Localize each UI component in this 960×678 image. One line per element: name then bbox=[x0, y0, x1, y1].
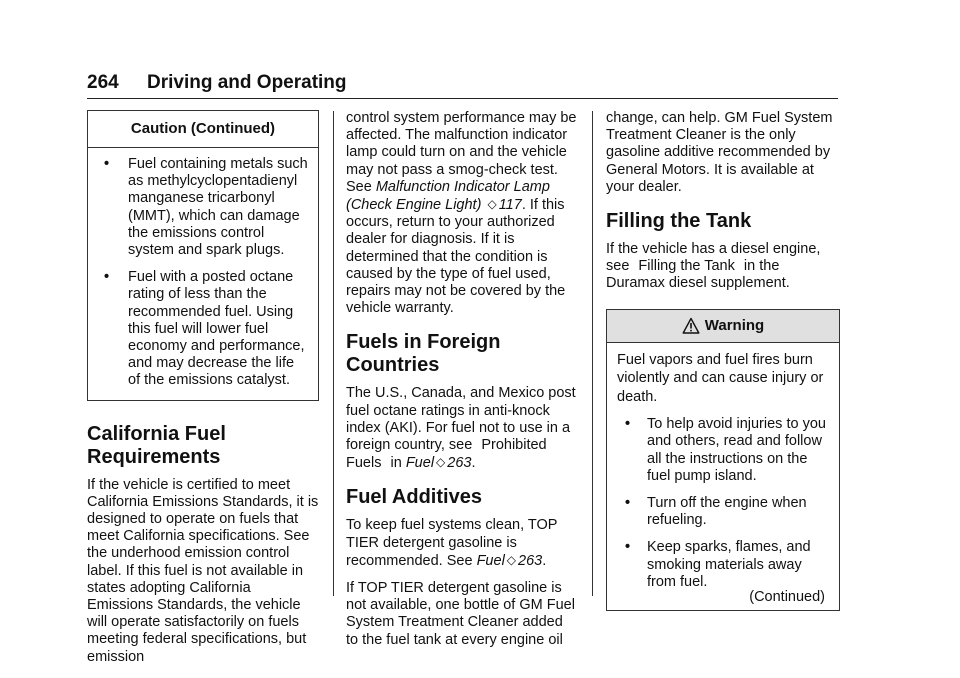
chapter-title: Driving and Operating bbox=[147, 72, 347, 93]
continued-label: (Continued) bbox=[749, 588, 825, 605]
caution-bullet-list bbox=[88, 156, 318, 390]
bullet-dot-icon: • bbox=[625, 416, 631, 433]
warning-heading: Warning bbox=[704, 317, 765, 335]
xref-diamond-icon: ◇ bbox=[436, 455, 446, 470]
fuel-page-ref[interactable]: 263 bbox=[518, 552, 543, 569]
page-number: 264 bbox=[87, 72, 119, 93]
column-3 bbox=[606, 110, 840, 611]
emission-tail: . If this occurs, return to your authorized dealer for diagnosis. If it is determined that the condition is caused by the type of fuel used, repairs may not be covered by the vehicle warranty. bbox=[346, 197, 566, 317]
fuel-additives-paragraph: To keep fuel systems clean, TOP TIER detergent gasoline is recommended. See Fuel ◇ 263. bbox=[346, 517, 558, 569]
filling-post-text: in the Duramax diesel supplement. bbox=[606, 258, 790, 292]
page-header bbox=[87, 72, 838, 99]
california-fuel-text: If the vehicle is certified to meet California Emissions Standards, it is designed to operate on fuels that meet California specifications. See the underhood emission control label. If this fuel is not available in states adopting California Emissions Standards, the vehicle will operate satisfactorily on fuels meeting federal specifications, but emission bbox=[87, 476, 319, 665]
bullet-dot-icon: • bbox=[625, 539, 631, 556]
bullet-dot-icon: • bbox=[104, 269, 110, 286]
emission-text: control system performance may be affected. The malfunction indicator lamp could turn on and the vehicle may not pass a smog-check test. See bbox=[346, 110, 577, 195]
caution-bullet-text: Fuel with a posted octane rating of less than the recommended fuel. Using this fuel will lower fuel economy and performance, and may decrease the life of the emissions catalyst. bbox=[128, 269, 305, 389]
column-1 bbox=[87, 110, 319, 676]
fuel-link[interactable]: Fuel bbox=[405, 455, 435, 472]
warning-bullet-text: To help avoid injuries to you and others, read and follow all the instructions on the fuel pump island. bbox=[647, 416, 826, 484]
warning-bullet-text: Keep sparks, flames, and smoking materials away from fuel. bbox=[647, 539, 811, 590]
list-item bbox=[88, 156, 318, 259]
california-fuel-heading: California Fuel Requirements bbox=[87, 422, 226, 468]
foreign-fuels-heading: Fuels in Foreign Countries bbox=[346, 331, 501, 377]
caution-bullet-text: Fuel containing metals such as methylcyclopentadienyl manganese tricarbonyl (MMT), which can damage the emissions control system and spark plugs. bbox=[128, 156, 308, 259]
ref-in-text: in bbox=[390, 455, 402, 472]
column-divider-1 bbox=[333, 111, 334, 596]
list-item bbox=[617, 539, 829, 591]
warning-bullet-list bbox=[617, 416, 829, 591]
warning-triangle-icon bbox=[682, 317, 700, 335]
warning-bullet-text: Turn off the engine when refueling. bbox=[647, 494, 807, 529]
foreign-fuels-paragraph: The U.S., Canada, and Mexico post fuel octane ratings in anti-knock index (AKI). For fuel not to use in a foreign country, see Prohibited Fuels in Fuel ◇ 263. bbox=[346, 385, 576, 472]
mil-link[interactable]: Malfunction Indicator Lamp (Check Engine Light) bbox=[346, 178, 550, 214]
column-divider-2 bbox=[592, 111, 593, 596]
warning-body bbox=[607, 343, 839, 607]
top-tier-paragraph: If TOP TIER detergent gasoline is not available, one bottle of GM Fuel System Treatment Cleaner added to the fuel tank at every engine oil bbox=[346, 580, 575, 648]
fuel-link[interactable]: Fuel bbox=[476, 552, 505, 569]
list-item bbox=[617, 416, 829, 485]
list-item bbox=[617, 495, 829, 529]
fuel-additives-text: To keep fuel systems clean, TOP TIER detergent gasoline is recommended. See bbox=[346, 517, 558, 569]
warning-intro: Fuel vapors and fuel fires burn violently and can cause injury or death. bbox=[617, 351, 824, 405]
filling-tank-ref: Filling the Tank bbox=[638, 258, 735, 275]
list-item bbox=[88, 269, 318, 389]
column-2 bbox=[346, 110, 578, 659]
bullet-dot-icon: • bbox=[104, 156, 110, 172]
filling-pre-text: If the vehicle has a diesel engine, see bbox=[606, 241, 821, 275]
xref-diamond-icon: ◇ bbox=[487, 197, 497, 212]
foreign-fuels-text: The U.S., Canada, and Mexico post fuel octane ratings in anti-knock index (AKI). For fuel not to use in a foreign country, see bbox=[346, 385, 576, 454]
prohibited-fuels-ref: Prohibited Fuels bbox=[346, 437, 547, 472]
mil-page-ref[interactable]: 117 bbox=[498, 197, 522, 214]
warning-header bbox=[607, 310, 839, 343]
emission-paragraph bbox=[346, 110, 578, 317]
fuel-additives-heading: Fuel Additives bbox=[346, 486, 482, 509]
filling-tank-paragraph bbox=[606, 241, 840, 293]
additive-continued-text: change, can help. GM Fuel System Treatment Cleaner is the only gasoline additive recommended by General Motors. It is available at your dealer. bbox=[606, 110, 833, 195]
caution-box bbox=[87, 110, 319, 401]
caution-heading: Caution (Continued) bbox=[88, 111, 318, 148]
filling-tank-heading: Filling the Tank bbox=[606, 210, 752, 233]
xref-diamond-icon: ◇ bbox=[506, 552, 517, 567]
fuel-page-ref[interactable]: 263 bbox=[447, 455, 472, 472]
bullet-dot-icon: • bbox=[625, 494, 631, 511]
warning-box bbox=[606, 309, 840, 612]
